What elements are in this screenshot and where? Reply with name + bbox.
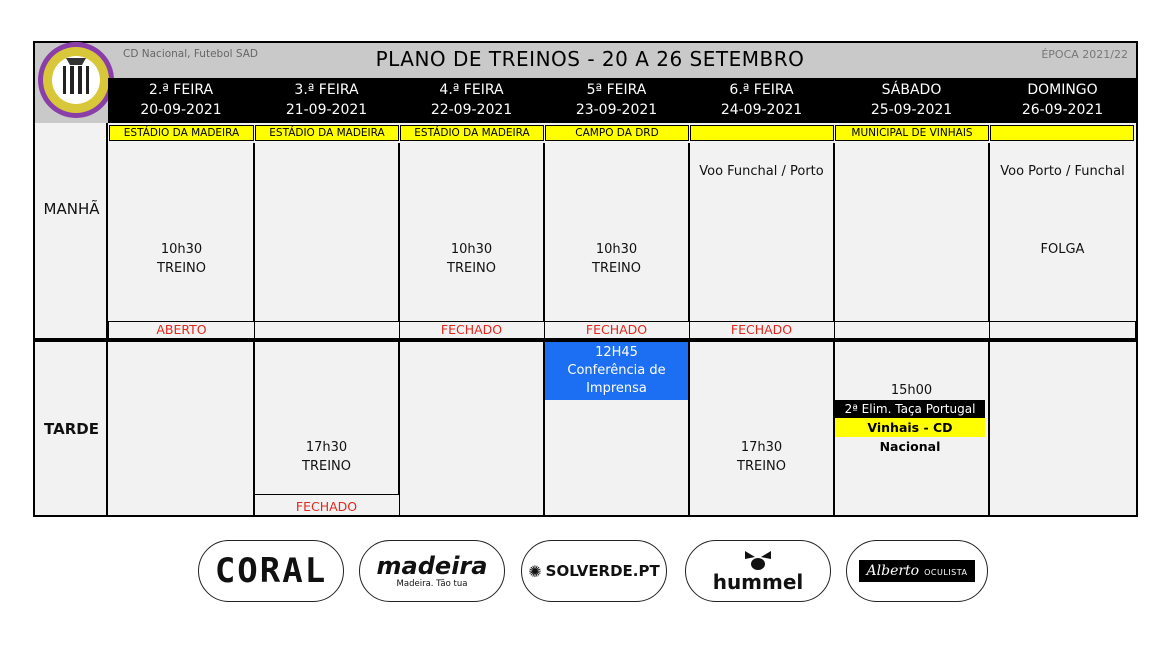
morning-sun-note: Voo Porto / Funchal	[1000, 164, 1125, 179]
day-date: 26-09-2021	[1021, 102, 1104, 118]
session-time: 17h30	[305, 440, 348, 455]
status-thu: FECHADO	[585, 322, 648, 337]
day-header-mon	[108, 80, 254, 122]
day-name: 3.ª FEIRA	[294, 82, 359, 98]
morning-label-cell	[35, 123, 108, 340]
day-header-sun	[989, 80, 1136, 122]
match-time: 15h00	[890, 383, 933, 398]
status-box	[834, 321, 990, 339]
madeira-logo: madeira	[376, 552, 488, 580]
day-name: SÁBADO	[881, 82, 942, 98]
day-header-tue	[254, 80, 399, 122]
hummel-bee-icon	[741, 549, 775, 571]
venue-sat: MUNICIPAL DE VINHAIS	[835, 125, 989, 141]
status-box	[989, 321, 1136, 339]
day-name: DOMINGO	[1027, 82, 1098, 98]
day-header-thu	[544, 80, 689, 122]
afternoon-tue	[255, 438, 398, 476]
season-label: ÉPOCA 2021/22	[1041, 48, 1128, 61]
morning-sun-activity: FOLGA	[1040, 242, 1085, 257]
sponsor-hummel	[685, 540, 831, 602]
sponsor-coral	[198, 540, 344, 602]
status-wed: FECHADO	[440, 322, 503, 337]
status-fri: FECHADO	[730, 322, 793, 337]
page-title: PLANO DE TREINOS - 20 A 26 SETEMBRO	[375, 47, 805, 71]
day-date: 24-09-2021	[720, 102, 803, 118]
venue-tue: ESTÁDIO DA MADEIRA	[255, 125, 399, 141]
session-activity: TREINO	[302, 459, 351, 474]
venue-sun	[990, 125, 1134, 141]
session-activity: TREINO	[447, 261, 496, 276]
solverde-logo: SOLVERDE.PT	[545, 562, 660, 580]
club-name: CD Nacional, Futebol SAD	[123, 48, 259, 60]
solverde-sun-icon: ✺	[528, 561, 542, 581]
morning-label: MANHÃ	[43, 200, 100, 218]
alberto-badge	[859, 560, 976, 582]
session-time: 17h30	[740, 440, 783, 455]
afternoon-fri	[690, 438, 833, 476]
alberto-sub: OCULISTA	[924, 568, 968, 577]
day-header-fri	[689, 80, 834, 122]
hummel-logo: hummel	[712, 570, 804, 594]
day-header-wed	[399, 80, 544, 122]
venue-mon: ESTÁDIO DA MADEIRA	[109, 125, 254, 141]
alberto-logo: Alberto	[866, 563, 920, 579]
session-activity: TREINO	[592, 261, 641, 276]
afternoon-label: TARDE	[44, 420, 99, 438]
sponsor-madeira	[359, 540, 505, 602]
day-name: 4.ª FEIRA	[439, 82, 504, 98]
session-time: 10h30	[160, 242, 203, 257]
press-line-1: Conferência de	[567, 363, 666, 378]
session-time: 10h30	[595, 242, 638, 257]
madeira-tagline: Madeira. Tão tua	[396, 579, 468, 589]
club-crest-icon	[36, 40, 116, 120]
session-activity: TREINO	[737, 459, 786, 474]
morning-mon	[110, 240, 253, 278]
venue-thu: CAMPO DA DRD	[545, 125, 689, 141]
day-name: 5ª FEIRA	[586, 82, 647, 98]
day-date: 23-09-2021	[575, 102, 658, 118]
session-activity: TREINO	[157, 261, 206, 276]
day-date: 20-09-2021	[140, 102, 222, 118]
morning-fri-note: Voo Funchal / Porto	[699, 164, 824, 179]
status-box	[254, 321, 400, 339]
day-header-sat	[834, 80, 989, 122]
match-competition: 2ª Elim. Taça Portugal	[835, 400, 985, 418]
status-mon: ABERTO	[156, 322, 207, 337]
venue-fri	[690, 125, 834, 141]
day-name: 2.ª FEIRA	[148, 82, 214, 98]
day-date: 22-09-2021	[430, 102, 513, 118]
press-conference	[545, 344, 688, 398]
morning-wed	[400, 240, 543, 278]
day-date: 21-09-2021	[285, 102, 368, 118]
day-date: 25-09-2021	[870, 102, 953, 118]
status-tue: FECHADO	[295, 499, 358, 514]
match-teams: Vinhais - CD Nacional	[835, 418, 985, 437]
sponsor-solverde	[521, 540, 667, 602]
morning-thu	[545, 240, 688, 278]
coral-logo: CORAL	[214, 551, 328, 591]
venue-wed: ESTÁDIO DA MADEIRA	[400, 125, 544, 141]
sponsor-alberto	[846, 540, 988, 602]
press-line-2: Imprensa	[586, 381, 647, 396]
session-time: 10h30	[450, 242, 493, 257]
press-time: 12H45	[595, 345, 638, 360]
day-name: 6.ª FEIRA	[729, 82, 794, 98]
